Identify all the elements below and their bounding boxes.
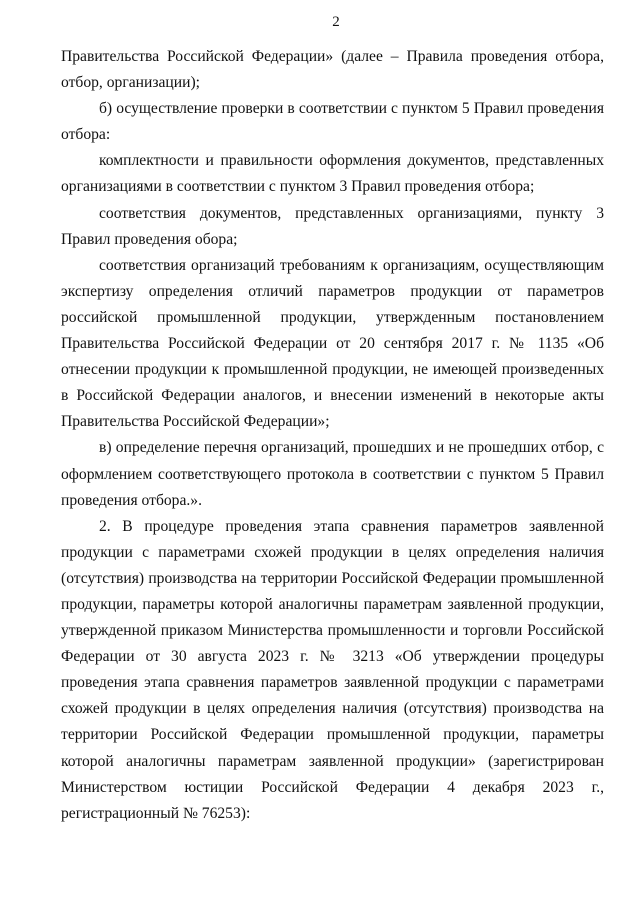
paragraph-item-v: в) определение перечня организаций, прошедших и не прошедших отбор, с оформлением соответствующего протокола в соответствии с пунктом 5 Правил проведения отбора.».: [61, 439, 604, 509]
paragraph-completeness: комплектности и правильности оформления документов, представленных организациями в соответствии с пунктом 3 Правил проведения отбора;: [61, 152, 604, 196]
page-number: 2: [332, 14, 340, 30]
paragraph-continuation: Правительства Российской Федерации» (далее – Правила проведения отбора, отбор, организации);: [61, 48, 604, 92]
document-body: [61, 44, 604, 827]
paragraph-section-2: 2. В процедуре проведения этапа сравнения параметров заявленной продукции с параметрами схожей продукции в целях определения наличия (отсутствия) производства на территории Российской Федерации промышленной продукции, параметры которой аналогичны параметрам заявленной продукции, утвержденной приказом Министерства промышленности и торговли Российской Федерации от 30 августа 2023 г. № 3213 «Об утверждении процедуры проведения этапа сравнения параметров заявленной продукции с параметрами схожей продукции в целях определения наличия (отсутствия) производства на территории Российской Федерации промышленной продукции, параметры которой аналогичны параметрам заявленной продукции» (зарегистрирован Министерством юстиции Российской Федерации 4 декабря 2023 г., регистрационный № 76253):: [61, 517, 604, 822]
paragraph-organizations-compliance: соответствия организаций требованиям к организациям, осуществляющим экспертизу определения отличий параметров продукции от параметров российской промышленной продукции, утвержденным постановлением Правительства Российской Федерации от 20 сентября 2017 г. № 1135 «Об отнесении продукции к промышленной продукции, не имеющей произведенных в Российской Федерации аналогов, и внесении изменений в некоторые акты Правительства Российской Федерации»;: [61, 256, 604, 431]
paragraph-documents-compliance: соответствия документов, представленных организациями, пункту 3 Правил проведения обора;: [61, 204, 604, 248]
paragraph-item-b: б) осуществление проверки в соответствии с пунктом 5 Правил проведения отбора:: [61, 100, 604, 144]
